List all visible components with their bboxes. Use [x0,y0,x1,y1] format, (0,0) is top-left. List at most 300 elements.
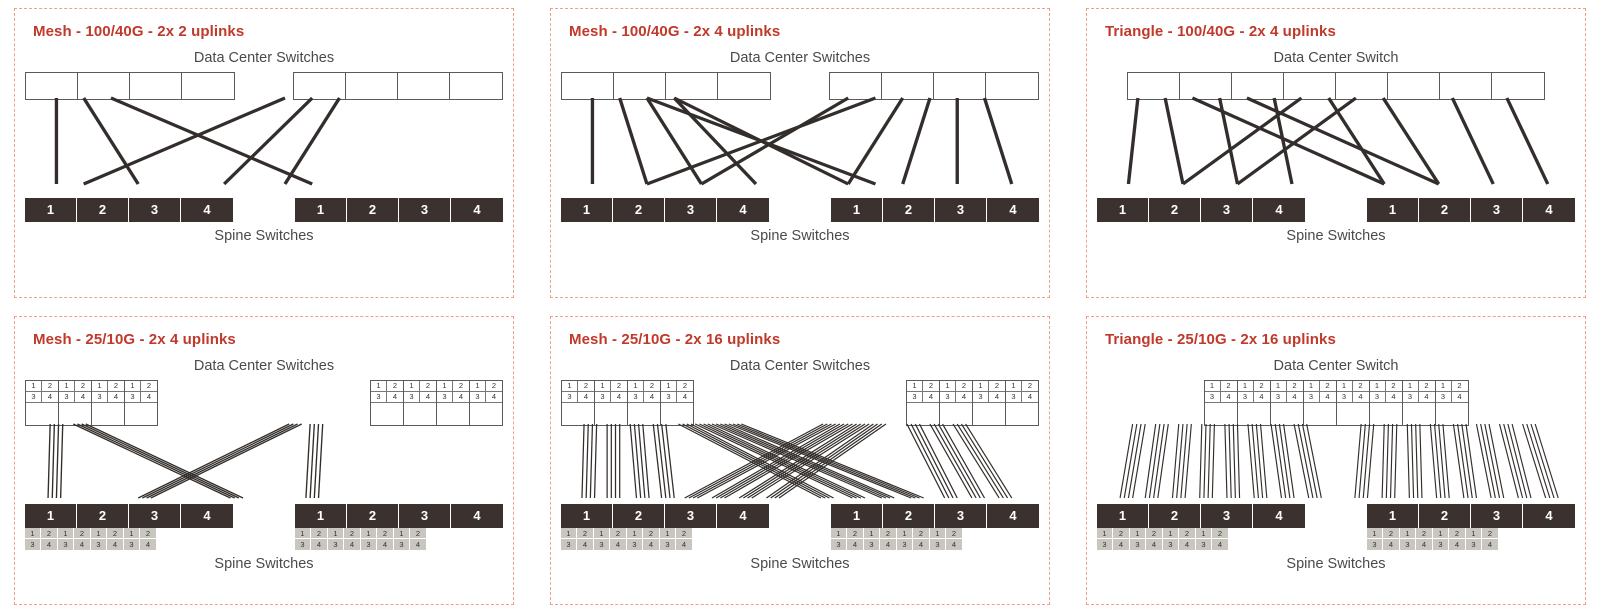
dc-subport: 1 [1205,381,1221,392]
dc-subport: 3 [661,392,677,403]
spine-subport: 2 [41,528,57,539]
spine-headers [831,504,1039,528]
dc-subport: 1 [940,381,956,392]
spine-label: 3 [665,504,717,528]
dc-subport: 4 [1022,392,1038,403]
spine-ports [561,528,769,550]
dc-subport: 1 [92,381,108,392]
dc-subport: 3 [628,392,644,403]
dc-subport: 1 [661,381,677,392]
spine-label: 3 [399,504,451,528]
dc-subport: 1 [973,381,989,392]
spine-label: 1 [1367,504,1419,528]
spine-label: 1 [1367,198,1419,222]
dc-subport: 1 [437,381,453,392]
dc-subport: 4 [1221,392,1237,403]
spine-group [831,198,1039,222]
spine-headers [561,198,769,222]
spine-subport: 1 [361,528,377,539]
spine-group [25,504,233,550]
spine-label: 4 [181,504,233,528]
dc-subport: 2 [1419,381,1435,392]
spine-label: 1 [295,504,347,528]
dc-subport: 1 [1304,381,1320,392]
spine-subport: 3 [561,539,577,550]
spine-subport: 3 [660,539,676,550]
dc-subport: 3 [1403,392,1419,403]
spine-ports [1367,528,1575,550]
spine-label: 3 [1471,198,1523,222]
dc-subport: 1 [562,381,578,392]
spine-label: 2 [1419,504,1471,528]
spine-subport: 2 [1482,528,1498,539]
spine-subport: 4 [1482,539,1498,550]
spine-label: 4 [987,198,1039,222]
dc-subport: 2 [141,381,157,392]
panel-triangle-25-10g-2x16 [1086,316,1586,606]
spine-label: 4 [717,504,769,528]
dc-subport: 3 [59,392,75,403]
spine-subport: 1 [25,528,41,539]
spine-subport: 1 [561,528,577,539]
dc-subport: 2 [42,381,58,392]
panel-title: Mesh - 100/40G - 2x 4 uplinks [569,23,781,40]
spine-subport: 4 [1416,539,1432,550]
topology-stage [25,72,503,222]
dc-subport: 4 [1386,392,1402,403]
spine-subport: 4 [1113,539,1129,550]
spine-subport: 3 [1367,539,1383,550]
top-caption: Data Center Switches [193,50,335,66]
spine-switch-row [1097,504,1575,550]
dc-subport: 3 [595,392,611,403]
spine-label: 4 [451,504,503,528]
spine-label: 1 [831,198,883,222]
spine-label: 1 [1097,504,1149,528]
spine-label: 4 [451,198,503,222]
dc-subport: 2 [1452,381,1468,392]
bottom-caption: Spine Switches [750,555,850,572]
dc-subport: 3 [437,392,453,403]
spine-subport: 4 [74,539,90,550]
spine-switch-row [561,504,1039,550]
spine-subport: 4 [344,539,360,550]
top-caption: Data Center Switches [729,357,871,374]
spine-subport: 3 [1196,539,1212,550]
spine-subport: 4 [880,539,896,550]
dc-subport: 1 [1006,381,1022,392]
spine-subport: 2 [410,528,426,539]
dc-subport: 4 [42,392,58,403]
spine-subport: 3 [361,539,377,550]
dc-subport: 3 [1205,392,1221,403]
spine-subport: 3 [1163,539,1179,550]
spine-subport: 4 [1212,539,1228,550]
spine-switch-row [561,198,1039,222]
spine-subport: 3 [328,539,344,550]
dc-subport: 2 [1386,381,1402,392]
top-caption: Data Center Switches [193,357,335,374]
spine-subport: 1 [1433,528,1449,539]
spine-subport: 2 [311,528,327,539]
dc-subport: 4 [1320,392,1336,403]
dc-subport: 2 [989,381,1005,392]
spine-subport: 4 [847,539,863,550]
spine-subport: 4 [1449,539,1465,550]
spine-subport: 1 [124,528,140,539]
spine-label: 3 [399,198,451,222]
spine-label: 3 [1201,198,1253,222]
spine-label: 3 [1471,504,1523,528]
top-caption: Data Center Switches [729,50,871,66]
bottom-caption: Spine Switches [1286,555,1386,572]
spine-headers [1367,504,1575,528]
spine-group [561,504,769,550]
spine-switch-row [25,504,503,550]
spine-subport: 4 [41,539,57,550]
dc-subport: 1 [1337,381,1353,392]
spine-subport: 4 [946,539,962,550]
dc-subport: 2 [956,381,972,392]
spine-subport: 1 [295,528,311,539]
spine-label: 1 [25,198,77,222]
spine-subport: 2 [643,528,659,539]
spine-subport: 1 [58,528,74,539]
spine-subport: 3 [1400,539,1416,550]
spine-subport: 1 [328,528,344,539]
dc-subport: 2 [677,381,693,392]
spine-subport: 3 [1466,539,1482,550]
spine-subport: 1 [1196,528,1212,539]
spine-subport: 1 [660,528,676,539]
spine-headers [1097,504,1305,528]
spine-label: 2 [347,198,399,222]
dc-subport: 3 [562,392,578,403]
panel-mesh-100-40g-2x4 [550,8,1050,298]
spine-label: 4 [181,198,233,222]
dc-subport: 1 [907,381,923,392]
spine-ports [295,528,503,550]
spine-subport: 2 [1383,528,1399,539]
dc-subport: 2 [1254,381,1270,392]
spine-subport: 3 [897,539,913,550]
spine-label: 3 [665,198,717,222]
dc-subport: 1 [628,381,644,392]
dc-subport: 3 [1436,392,1452,403]
spine-label: 4 [1253,198,1305,222]
dc-subport: 4 [923,392,939,403]
dc-subport: 2 [108,381,124,392]
spine-subport: 4 [1179,539,1195,550]
spine-label: 2 [613,504,665,528]
spine-subport: 2 [610,528,626,539]
spine-subport: 3 [627,539,643,550]
panel-title: Mesh - 100/40G - 2x 2 uplinks [33,23,245,40]
spine-label: 2 [883,198,935,222]
spine-subport: 2 [847,528,863,539]
spine-group [1367,198,1575,222]
spine-headers [25,504,233,528]
dc-subport: 4 [420,392,436,403]
topology-stage [561,72,1039,222]
spine-headers [295,504,503,528]
dc-subport: 3 [907,392,923,403]
dc-subport: 3 [125,392,141,403]
spine-subport: 1 [1367,528,1383,539]
dc-subport: 2 [486,381,502,392]
spine-subport: 2 [1416,528,1432,539]
spine-subport: 4 [140,539,156,550]
dc-subport: 3 [470,392,486,403]
dc-subport: 4 [1452,392,1468,403]
spine-headers [25,198,233,222]
spine-subport: 1 [627,528,643,539]
dc-subport: 2 [1022,381,1038,392]
dc-subport: 2 [1221,381,1237,392]
dc-subport: 2 [1353,381,1369,392]
spine-subport: 2 [1212,528,1228,539]
dc-subport: 3 [1006,392,1022,403]
spine-subport: 3 [394,539,410,550]
dc-subport: 4 [1254,392,1270,403]
spine-subport: 4 [610,539,626,550]
spine-group [25,198,233,222]
spine-subport: 2 [1146,528,1162,539]
dc-subport: 1 [125,381,141,392]
dc-subport: 4 [141,392,157,403]
spine-subport: 1 [91,528,107,539]
dc-subport: 1 [595,381,611,392]
topology-stage [1097,72,1575,222]
spine-label: 3 [129,504,181,528]
spine-subport: 3 [58,539,74,550]
spine-subport: 4 [1383,539,1399,550]
spine-subport: 3 [864,539,880,550]
top-caption: Data Center Switch [1273,357,1399,374]
spine-subport: 2 [74,528,90,539]
bottom-caption: Spine Switches [214,555,314,572]
spine-headers [295,198,503,222]
spine-group [1097,504,1305,550]
dc-subport: 4 [387,392,403,403]
panel-title: Triangle - 100/40G - 2x 4 uplinks [1105,23,1336,40]
spine-ports [831,528,1039,550]
dc-subport: 3 [26,392,42,403]
panel-mesh-25-10g-2x4 [14,316,514,606]
spine-label: 4 [987,504,1039,528]
dc-subport: 3 [1304,392,1320,403]
bottom-caption: Spine Switches [214,228,314,244]
spine-subport: 1 [897,528,913,539]
spine-label: 3 [935,504,987,528]
spine-label: 3 [1201,504,1253,528]
topology-stage [561,380,1039,550]
dc-subport: 4 [453,392,469,403]
spine-subport: 3 [831,539,847,550]
spine-switch-row [1097,198,1575,222]
spine-subport: 2 [913,528,929,539]
dc-subport: 4 [1353,392,1369,403]
dc-subport: 1 [404,381,420,392]
panel-triangle-100-40g-2x4 [1086,8,1586,298]
spine-subport: 1 [930,528,946,539]
dc-subport: 2 [1320,381,1336,392]
spine-subport: 2 [1449,528,1465,539]
spine-subport: 1 [1163,528,1179,539]
panel-mesh-100-40g-2x2 [14,8,514,298]
spine-label: 1 [561,198,613,222]
spine-subport: 3 [594,539,610,550]
dc-subport: 4 [1287,392,1303,403]
spine-subport: 2 [140,528,156,539]
spine-subport: 4 [577,539,593,550]
dc-subport: 2 [1287,381,1303,392]
spine-subport: 2 [946,528,962,539]
spine-label: 3 [935,198,987,222]
spine-label: 2 [77,504,129,528]
spine-group [295,198,503,222]
spine-subport: 4 [410,539,426,550]
dc-subport: 4 [75,392,91,403]
dc-subport: 3 [1370,392,1386,403]
dc-subport: 2 [420,381,436,392]
spine-label: 4 [1253,504,1305,528]
spine-subport: 1 [1466,528,1482,539]
spine-subport: 1 [864,528,880,539]
spine-subport: 3 [1130,539,1146,550]
spine-subport: 4 [1146,539,1162,550]
panel-title: Mesh - 25/10G - 2x 4 uplinks [33,330,236,348]
spine-label: 4 [717,198,769,222]
dc-subport: 4 [486,392,502,403]
dc-subport: 1 [1271,381,1287,392]
spine-label: 2 [883,504,935,528]
dc-subport: 3 [973,392,989,403]
dc-subport: 3 [404,392,420,403]
spine-subport: 4 [107,539,123,550]
spine-headers [831,198,1039,222]
dc-subport: 4 [956,392,972,403]
spine-subport: 1 [1400,528,1416,539]
dc-subport: 1 [1436,381,1452,392]
dc-subport: 1 [1238,381,1254,392]
spine-subport: 3 [1097,539,1113,550]
spine-group [831,504,1039,550]
dc-subport: 4 [644,392,660,403]
spine-ports [1097,528,1305,550]
spine-label: 1 [295,198,347,222]
topology-stage [25,380,503,550]
panel-mesh-25-10g-2x16 [550,316,1050,606]
dc-subport: 2 [453,381,469,392]
spine-subport: 1 [831,528,847,539]
dc-subport: 4 [677,392,693,403]
dc-subport: 2 [611,381,627,392]
dc-subport: 3 [940,392,956,403]
panel-title: Triangle - 25/10G - 2x 16 uplinks [1105,330,1336,348]
dc-subport: 1 [59,381,75,392]
spine-group [561,198,769,222]
dc-subport: 1 [26,381,42,392]
dc-subport: 4 [611,392,627,403]
dc-subport: 4 [989,392,1005,403]
spine-label: 2 [77,198,129,222]
dc-subport: 2 [75,381,91,392]
dc-subport: 4 [578,392,594,403]
spine-label: 2 [1149,504,1201,528]
spine-label: 1 [1097,198,1149,222]
bottom-caption: Spine Switches [750,228,850,244]
spine-subport: 4 [913,539,929,550]
spine-subport: 2 [377,528,393,539]
spine-label: 2 [1149,198,1201,222]
spine-subport: 3 [25,539,41,550]
spine-label: 3 [129,198,181,222]
spine-group [1097,198,1305,222]
dc-subport: 4 [1419,392,1435,403]
dc-subport: 3 [1238,392,1254,403]
top-caption: Data Center Switch [1273,50,1399,66]
spine-subport: 1 [1097,528,1113,539]
spine-headers [1097,198,1305,222]
spine-subport: 2 [577,528,593,539]
dc-subport: 3 [1271,392,1287,403]
spine-label: 2 [347,504,399,528]
bottom-caption: Spine Switches [1286,228,1386,244]
spine-subport: 4 [311,539,327,550]
spine-subport: 1 [594,528,610,539]
spine-subport: 2 [107,528,123,539]
spine-subport: 2 [344,528,360,539]
spine-group [1367,504,1575,550]
spine-headers [1367,198,1575,222]
spine-subport: 1 [394,528,410,539]
dc-subport: 3 [92,392,108,403]
spine-subport: 3 [91,539,107,550]
spine-ports [25,528,233,550]
spine-subport: 2 [880,528,896,539]
spine-subport: 3 [930,539,946,550]
dc-subport: 1 [1370,381,1386,392]
spine-label: 1 [25,504,77,528]
spine-group [295,504,503,550]
panel-title: Mesh - 25/10G - 2x 16 uplinks [569,330,781,348]
dc-subport: 1 [1403,381,1419,392]
dc-subport: 2 [387,381,403,392]
dc-subport: 3 [1337,392,1353,403]
spine-subport: 2 [1179,528,1195,539]
spine-label: 4 [1523,504,1575,528]
dc-subport: 2 [644,381,660,392]
spine-headers [561,504,769,528]
dc-subport: 2 [923,381,939,392]
spine-label: 2 [613,198,665,222]
topology-stage [1097,380,1575,550]
dc-subport: 2 [578,381,594,392]
spine-subport: 4 [676,539,692,550]
spine-label: 2 [1419,198,1471,222]
spine-subport: 3 [1433,539,1449,550]
spine-switch-row [25,198,503,222]
dc-subport: 1 [470,381,486,392]
spine-subport: 1 [1130,528,1146,539]
spine-subport: 2 [676,528,692,539]
spine-subport: 3 [124,539,140,550]
spine-label: 4 [1523,198,1575,222]
spine-subport: 4 [643,539,659,550]
dc-subport: 1 [371,381,387,392]
spine-label: 1 [831,504,883,528]
